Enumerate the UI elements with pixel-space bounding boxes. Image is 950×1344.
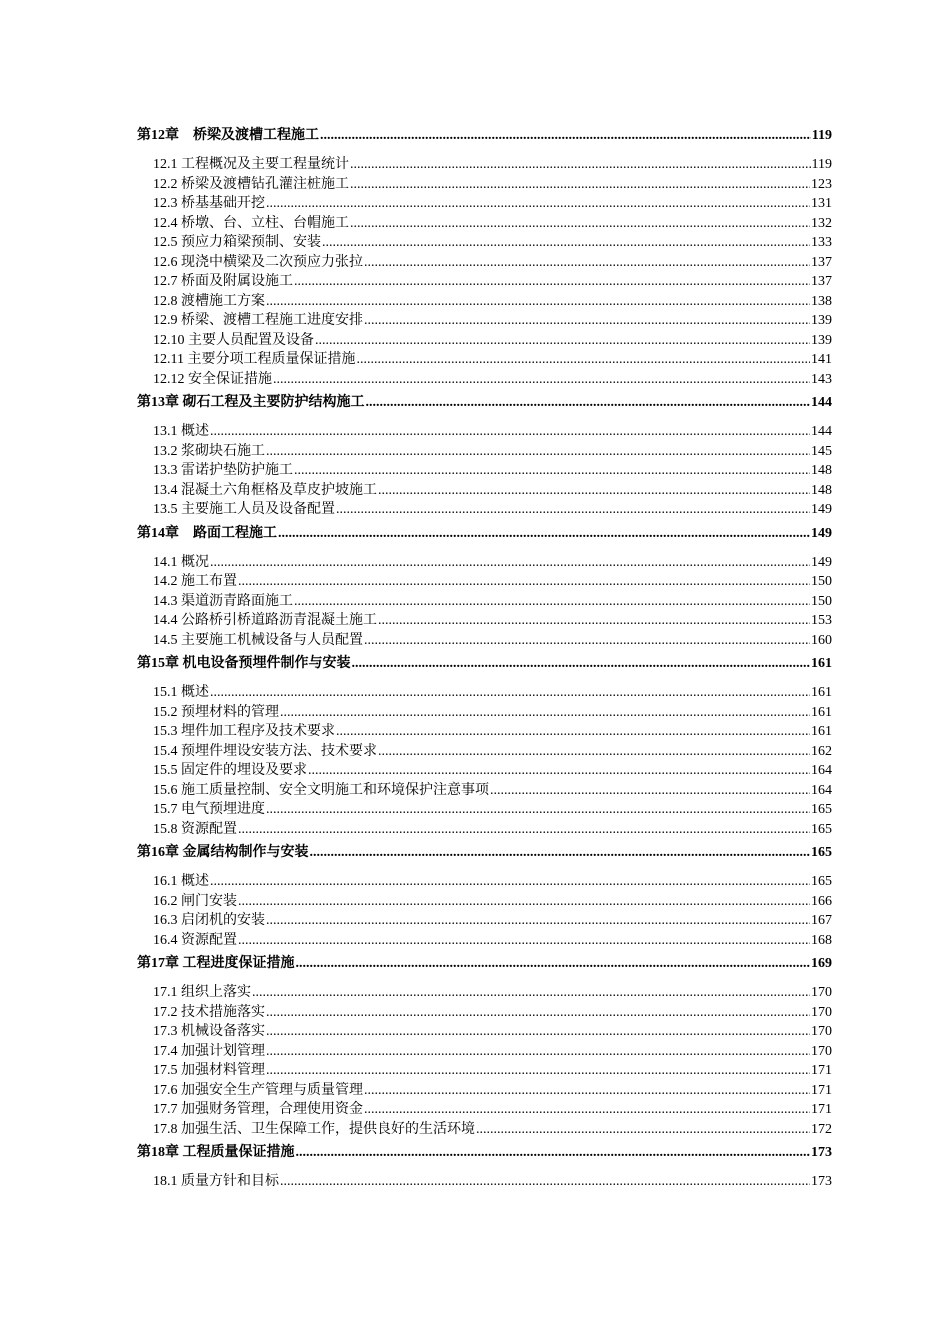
- chapter-title: 第16章 金属结构制作与安装: [137, 845, 309, 860]
- dot-leader: [322, 233, 810, 253]
- toc-chapter: [137, 393, 832, 520]
- section-title: 15.1 概述: [153, 685, 209, 700]
- toc-section-entry[interactable]: [137, 331, 832, 351]
- dot-leader: [210, 553, 810, 573]
- toc-section-entry[interactable]: [137, 931, 832, 951]
- toc-section-entry[interactable]: [137, 983, 832, 1003]
- page-number: 149: [811, 502, 832, 517]
- dot-leader: [350, 155, 811, 175]
- page-number: 133: [811, 235, 832, 250]
- dot-leader: [266, 442, 810, 462]
- dot-leader: [266, 1022, 810, 1042]
- page-number: 137: [811, 254, 832, 270]
- toc-section-entry[interactable]: [137, 572, 832, 592]
- dot-leader: [308, 761, 810, 781]
- toc-section-entry[interactable]: [137, 820, 832, 840]
- section-title: 15.4 预埋件埋设安装方法、技术要求: [153, 743, 377, 759]
- dot-leader: [378, 742, 810, 762]
- section-title: 12.8 渡槽施工方案: [153, 293, 265, 309]
- toc-chapter: [137, 126, 832, 389]
- toc-section-entry[interactable]: [137, 481, 832, 501]
- section-title: 16.4 资源配置: [153, 932, 237, 948]
- page-number: 132: [811, 215, 832, 231]
- page-number: 119: [811, 157, 832, 172]
- chapter-title: 第15章 机电设备预埋件制作与安装: [137, 656, 351, 671]
- page-number: 170: [811, 1043, 832, 1059]
- dot-leader: [364, 1081, 810, 1101]
- section-title: 14.2 施工布置: [153, 574, 237, 589]
- toc-section-entry[interactable]: [137, 422, 832, 442]
- section-title: 13.1 概述: [153, 424, 209, 439]
- section-title: 17.2 技术措施落实: [153, 1004, 265, 1020]
- section-title: 12.3 桥基基础开挖: [153, 196, 265, 211]
- page-number: 161: [811, 656, 832, 671]
- page-number: 165: [811, 821, 832, 837]
- section-title: 13.4 混凝土六角框格及草皮护坡施工: [153, 482, 377, 498]
- toc-section-entry[interactable]: [137, 1120, 832, 1140]
- section-title: 17.6 加强安全生产管理与质量管理: [153, 1082, 363, 1098]
- section-title: 12.9 桥梁、渡槽工程施工进度安排: [153, 313, 363, 328]
- page-number: 168: [811, 932, 832, 948]
- dot-leader: [294, 592, 810, 612]
- section-title: 13.5 主要施工人员及设备配置: [153, 502, 335, 517]
- chapter-title: 第17章 工程进度保证措施: [137, 956, 295, 971]
- page-number: 144: [811, 424, 832, 439]
- section-title: 15.6 施工质量控制、安全文明施工和环境保护注意事项: [153, 782, 489, 798]
- dot-leader: [352, 654, 811, 673]
- page-number: 161: [811, 685, 832, 700]
- section-title: 15.2 预埋材料的管理: [153, 704, 279, 720]
- toc-section-entry[interactable]: [137, 683, 832, 703]
- page-number: 149: [811, 554, 832, 570]
- section-title: 16.3 启闭机的安装: [153, 913, 265, 928]
- toc-section-entry[interactable]: [137, 155, 832, 175]
- dot-leader: [238, 931, 810, 951]
- toc-section-entry[interactable]: [137, 233, 832, 253]
- dot-leader: [315, 331, 810, 351]
- toc-chapter-entry[interactable]: [137, 843, 832, 862]
- page-number: 164: [811, 763, 832, 778]
- page-number: 119: [811, 128, 832, 143]
- dot-leader: [210, 872, 810, 892]
- toc-chapter-entry[interactable]: [137, 1143, 832, 1162]
- toc-chapter-entry[interactable]: [137, 654, 832, 673]
- dot-leader: [266, 800, 810, 820]
- dot-leader: [266, 194, 810, 214]
- toc-chapter-entry[interactable]: [137, 954, 832, 973]
- dot-leader: [310, 843, 811, 862]
- toc-section-entry[interactable]: [137, 253, 832, 273]
- toc-section-entry[interactable]: [137, 742, 832, 762]
- page-number: 166: [811, 893, 832, 909]
- page-number: 165: [811, 802, 832, 817]
- toc-section-entry[interactable]: [137, 1081, 832, 1101]
- toc-section-entry[interactable]: [137, 311, 832, 331]
- section-title: 17.1 组织上落实: [153, 985, 251, 1000]
- dot-leader: [238, 820, 810, 840]
- page-number: 169: [811, 956, 832, 971]
- page-number: 171: [811, 1063, 832, 1078]
- dot-leader: [238, 572, 810, 592]
- dot-leader: [364, 631, 810, 651]
- section-title: 15.5 固定件的埋设及要求: [153, 763, 307, 778]
- toc-section-entry[interactable]: [137, 292, 832, 312]
- toc-section-entry[interactable]: [137, 703, 832, 723]
- toc-section-entry[interactable]: [137, 800, 832, 820]
- section-title: 14.1 概况: [153, 554, 209, 570]
- toc-chapter-entry[interactable]: [137, 393, 832, 412]
- page-number: 148: [811, 482, 832, 498]
- page-number: 138: [811, 293, 832, 309]
- chapter-title: 第12章 桥梁及渡槽工程施工: [137, 128, 319, 143]
- toc-section-entry[interactable]: [137, 272, 832, 292]
- page-number: 123: [811, 176, 832, 192]
- section-title: 12.5 预应力箱梁预制、安装: [153, 235, 321, 250]
- page-number: 149: [811, 525, 832, 541]
- dot-leader: [490, 781, 810, 801]
- section-title: 14.5 主要施工机械设备与人员配置: [153, 632, 363, 648]
- toc-section-entry[interactable]: [137, 370, 832, 390]
- dot-leader: [266, 911, 810, 931]
- section-title: 17.3 机械设备落实: [153, 1024, 265, 1039]
- toc-chapter: [137, 524, 832, 651]
- toc-section-entry[interactable]: [137, 872, 832, 892]
- toc-chapter: [137, 1143, 832, 1192]
- section-title: 13.2 浆砌块石施工: [153, 443, 265, 459]
- toc-section-entry[interactable]: [137, 781, 832, 801]
- toc-chapter-entry[interactable]: [137, 126, 832, 145]
- dot-leader: [280, 1172, 810, 1192]
- dot-leader: [356, 350, 810, 370]
- section-title: 17.8 加强生活、卫生保障工作，提供良好的生活环境: [153, 1121, 475, 1137]
- section-title: 12.12 安全保证措施: [153, 371, 272, 387]
- page-number: 170: [811, 1024, 832, 1039]
- dot-leader: [238, 892, 810, 912]
- toc-section-entry[interactable]: [137, 553, 832, 573]
- dot-leader: [476, 1120, 810, 1140]
- toc-section-entry[interactable]: [137, 1042, 832, 1062]
- page-number: 141: [811, 352, 832, 367]
- dot-leader: [294, 461, 810, 481]
- page-number: 165: [811, 845, 832, 860]
- page-number: 173: [811, 1145, 832, 1160]
- page-number: 144: [811, 395, 832, 410]
- toc-section-entry[interactable]: [137, 1061, 832, 1081]
- page-number: 167: [811, 913, 832, 928]
- section-title: 12.1 工程概况及主要工程量统计: [153, 157, 349, 172]
- dot-leader: [273, 370, 810, 390]
- dot-leader: [210, 683, 810, 703]
- toc-section-entry[interactable]: [137, 1172, 832, 1192]
- toc-section-entry[interactable]: [137, 631, 832, 651]
- toc-section-entry[interactable]: [137, 1022, 832, 1042]
- dot-leader: [266, 1042, 810, 1062]
- page-number: 171: [811, 1102, 832, 1117]
- page-number: 145: [811, 443, 832, 459]
- toc-section-entry[interactable]: [137, 1003, 832, 1023]
- section-title: 15.7 电气预埋进度: [153, 802, 265, 817]
- dot-leader: [364, 253, 810, 273]
- dot-leader: [266, 292, 810, 312]
- dot-leader: [336, 500, 810, 520]
- section-title: 17.4 加强计划管理: [153, 1043, 265, 1059]
- page-number: 161: [811, 704, 832, 720]
- section-title: 12.7 桥面及附属设施工: [153, 274, 293, 289]
- dot-leader: [350, 175, 810, 195]
- toc-chapter-entry[interactable]: [137, 524, 832, 543]
- dot-leader: [266, 1003, 810, 1023]
- toc-section-entry[interactable]: [137, 461, 832, 481]
- section-title: 14.4 公路桥引桥道路沥青混凝土施工: [153, 613, 377, 628]
- section-title: 12.4 桥墩、台、立柱、台帽施工: [153, 215, 349, 231]
- page-number: 131: [811, 196, 832, 211]
- dot-leader: [252, 983, 810, 1003]
- page-number: 165: [811, 874, 832, 889]
- section-title: 12.6 现浇中横梁及二次预应力张拉: [153, 254, 363, 270]
- dot-leader: [320, 126, 811, 145]
- section-title: 12.11 主要分项工程质量保证措施: [153, 352, 356, 367]
- page-number: 170: [811, 1004, 832, 1020]
- dot-leader: [378, 481, 810, 501]
- section-title: 12.2 桥梁及渡槽钻孔灌注桩施工: [153, 176, 349, 192]
- section-title: 17.5 加强材料管理: [153, 1063, 265, 1078]
- section-title: 12.10 主要人员配置及设备: [153, 332, 314, 348]
- dot-leader: [296, 954, 811, 973]
- section-title: 17.7 加强财务管理，合理使用资金: [153, 1102, 363, 1117]
- page-number: 150: [811, 574, 832, 589]
- dot-leader: [280, 703, 810, 723]
- dot-leader: [364, 311, 810, 331]
- dot-leader: [266, 1061, 810, 1081]
- page-number: 161: [811, 724, 832, 739]
- page-number: 160: [811, 632, 832, 648]
- page-number: 150: [811, 593, 832, 609]
- chapter-title: 第14章 路面工程施工: [137, 525, 277, 541]
- toc-section-entry[interactable]: [137, 442, 832, 462]
- section-title: 15.3 埋件加工程序及技术要求: [153, 724, 335, 739]
- chapter-title: 第13章 砌石工程及主要防护结构施工: [137, 395, 365, 410]
- toc-section-entry[interactable]: [137, 761, 832, 781]
- dot-leader: [378, 611, 810, 631]
- page-number: 139: [811, 313, 832, 328]
- page-number: 162: [811, 743, 832, 759]
- dot-leader: [278, 524, 810, 543]
- page-number: 170: [811, 985, 832, 1000]
- toc-section-entry[interactable]: [137, 611, 832, 631]
- section-title: 14.3 渠道沥青路面施工: [153, 593, 293, 609]
- page-number: 139: [811, 332, 832, 348]
- dot-leader: [336, 722, 810, 742]
- page-number: 164: [811, 782, 832, 798]
- toc-section-entry[interactable]: [137, 175, 832, 195]
- page-number: 171: [811, 1082, 832, 1098]
- toc-chapter: [137, 843, 832, 950]
- dot-leader: [350, 214, 810, 234]
- section-title: 13.3 雷诺护垫防护施工: [153, 463, 293, 478]
- page-number: 143: [811, 371, 832, 387]
- section-title: 16.1 概述: [153, 874, 209, 889]
- toc-section-entry[interactable]: [137, 722, 832, 742]
- toc-section-entry[interactable]: [137, 500, 832, 520]
- dot-leader: [210, 422, 810, 442]
- toc-section-entry[interactable]: [137, 194, 832, 214]
- toc-chapter: [137, 954, 832, 1139]
- page-number: 148: [811, 463, 832, 478]
- toc-section-entry[interactable]: [137, 214, 832, 234]
- page-number: 172: [811, 1121, 832, 1137]
- section-title: 16.2 闸门安装: [153, 893, 237, 909]
- dot-leader: [296, 1143, 811, 1162]
- page-number: 137: [811, 274, 832, 289]
- section-title: 18.1 质量方针和目标: [153, 1174, 279, 1189]
- section-title: 15.8 资源配置: [153, 821, 237, 837]
- toc-section-entry[interactable]: [137, 592, 832, 612]
- dot-leader: [364, 1100, 810, 1120]
- page-number: 153: [811, 613, 832, 628]
- dot-leader: [294, 272, 810, 292]
- table-of-contents: [137, 126, 832, 1196]
- dot-leader: [366, 393, 811, 412]
- toc-section-entry[interactable]: [137, 1100, 832, 1120]
- page-number: 173: [811, 1174, 832, 1189]
- toc-section-entry[interactable]: [137, 350, 832, 370]
- chapter-title: 第18章 工程质量保证措施: [137, 1145, 295, 1160]
- toc-section-entry[interactable]: [137, 911, 832, 931]
- toc-chapter: [137, 654, 832, 839]
- toc-section-entry[interactable]: [137, 892, 832, 912]
